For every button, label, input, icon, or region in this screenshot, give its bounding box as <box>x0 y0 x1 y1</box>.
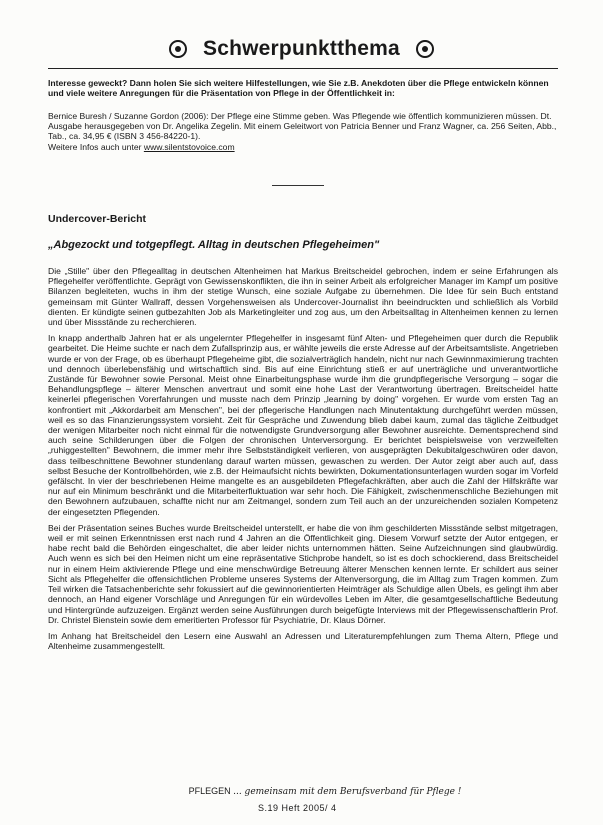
book-reference <box>48 111 558 152</box>
reference-link[interactable]: www.silentstovoice.com <box>143 141 235 152</box>
body-paragraph: Im Anhang hat Breitscheidel den Lesern eine Auswahl an Adressen und Literaturempfehlungen zum Thema Altern, Pflege und Altenheime zusammengestellt. <box>48 630 558 652</box>
intro-text: Interesse geweckt? Dann holen Sie sich weitere Hilfestellungen, wie Sie z.B. Anekdoten über die Pflege entwickeln können und viele weitere Anregungen für die Präsentation von Pflege in der Öffentlichkeit in: <box>48 78 549 99</box>
reference-link-prefix: Weitere Infos auch unter <box>48 141 144 152</box>
reference-link-line <box>48 142 558 152</box>
circle-dot-icon <box>169 40 187 58</box>
footer-slogan: ... gemeinsam mit dem Berufsverband für Pflege ! <box>233 787 462 797</box>
page-title: Schwerpunktthema <box>203 37 400 60</box>
header <box>48 30 555 68</box>
body-paragraph: In knapp anderthalb Jahren hat er als ungelernter Pflegehelfer in insgesamt fünf Alten- und Pflegeheimen quer durch die Republik gearbeitet. Die Heime suchte er nach dem Zufallsprinzip aus, er wählte jeweils die erste Adresse auf der Arbeitsamtsliste. Angetrieben wurde er von der Frage, ob es überhaupt Pflegeheime gibt, die sozialverträglich handeln, nicht nur nach Gewinnmaximierung trachten und dennoch überlebensfähig und wirtschaftlich sind. Bis auf eine Einrichtung stieß er auf unerträgliche und unverantwortliche Zustände für Bewohner sowie Personal. Meist ohne Einarbeitungsphase wurde ihm die grundpflegerische Versorgung – sogar die Behandlungspflege – älterer Menschen anvertraut und somit eine hohe Last der Verantwortung übertragen. Breitscheidel hatte keinerlei pflegerischen Vorerfahrungen und musste nach dem Prinzip „learning by doing" vorgehen. Er wurde vom ersten Tag an konfrontiert mit „Akkordarbeit am Menschen", bei der pflegerische Handlungen nach Minutentaktung durchgeführt werden müssen, weil es so das Finanzierungssystem vorsieht. Zeit für Gespräche und Zuwendung blieb dabei kaum, zumal das tägliche Zeitbudget der wenigen Mitarbeiter noch nicht einmal für die notwendigste Grundversorgung aller Bewohner ausreichte. Dementsprechend sind auch seine Schilderungen über die Folgen der chronischen Unterversorgung. Er berichtet beispielsweise von verzweifelten „ruhiggestellten" Bewohnern, die immer mehr ihre Selbstständigkeit verlieren, von ausgeprägten Dekubitalgeschwüren oder davon, dass teilbeschnittene Bewohner stundenlang darauf warten müssen, gewaschen zu werden. Der Autor zeigt aber auch auf, dass selbst Besuche der Kontrollbehörden, wie z.B. der Heimaufsicht nichts bewirkten, Dokumentationsunterlagen wurden sogar im Vorfeld gefälscht. In vier der beschriebenen Heime mangelte es an ausgebildeten Pflegefachkräften, aber auch die Zahl der Hilfskräfte war nur auf ein Minimum beschränkt und die Mitarbeiterfluktuation war sehr hoch. Die Fähigkeit, zwischenmenschliche Beziehungen mit den Bewohnern aufzubauen, schaffte nicht nur am Zeitmangel, sondern zum Teil auch an der unzureichenden sozialen Kompetenz der eingesetzten Pflegenden. <box>48 333 558 517</box>
article-body <box>48 266 558 657</box>
page-number: S.19 Heft 2005/ 4 <box>258 803 337 813</box>
intro-paragraph <box>48 78 558 98</box>
footer-brand: PFLEGEN <box>188 786 231 796</box>
header-rule <box>48 68 558 69</box>
section-divider <box>272 185 324 186</box>
article-subtitle: „Abgezockt und totgepflegt. Alltag in deutschen Pflegeheimen" <box>48 239 380 251</box>
body-paragraph: Die „Stille" über den Pflegealltag in deutschen Altenheimen hat Markus Breitscheidel gebrochen, indem er seine Erfahrungen als Pflegehelfer veröffentlichte. Geprägt von Gewissenskonflikten, die ihn in seiner Arbeit als erfolgreicher Manager im Kampf um positive Bilanzen begleiteten, wuchs in ihm der stetige Wunsch, eine soziale Aufgabe zu übernehmen. Die Idee für sein Buch entstand gemeinsam mit Günter Wallraff, dessen Vorgehensweisen als Undercover-Journalist ihn beeindruckten und schließlich als Vorbild dienten. Er kündigte seinen gutbezahlten Job als Marketingleiter und zog aus, um den Arbeitsalltag in Altenheimen kennen zu lernen und über Missstände zu recherchieren. <box>48 266 558 328</box>
reference-text: Bernice Buresh / Suzanne Gordon (2006): Der Pflege eine Stimme geben. Was Pflegende wie öffentlich kommunizieren müssen. Dt. Ausgabe herausgegeben von Dr. Angelika Zegelin. Mit einem Geleitwort von Patricia Benner und Franz Wagner, ca. 256 Seiten, Abb., Tab., ca. 34,95 € (ISBN 3 456-84220-1). <box>48 111 557 142</box>
footer <box>175 786 475 797</box>
body-paragraph: Bei der Präsentation seines Buches wurde Breitscheidel unterstellt, er habe die von ihm geschilderten Missstände selbst mitgetragen, weil er mit seinen Erkenntnissen erst nach rund 4 Jahren an die Öffentlichkeit ging. Diesem Vorwurf setzte der Autor entgegen, er habe recht bald die Behörden eingeschaltet, die aber leider nichts unternommen hätten. Seine Aufzeichnungen sind glaubwürdig. Auch wenn es sich bei den Heimen nicht um eine repräsentative Stichprobe handelt, so ist es doch schockierend, dass Breitscheidel nur in einem Heim aktivierende Pflege und eine menschwürdige Betreuung älterer Menschen kennen lernte. Er schildert aus seiner Sicht als Pflegehelfer die offensichtlichen Probleme unseres Systems der Altenversorgung, die im Alltag zum Tragen kommen. Zum Teil wirken die Tatsachenberichte sehr fokussiert auf die gewinnorientierten Heimträger als Schuldige allen Übels, es gelingt ihm aber dennoch, an Hand eigener Vorschläge und Anregungen für ein würdevolles Leben im Alter, die gesamtgesellschaftliche Bedeutung und Hintergründe aufzuzeigen. Ergänzt werden seine Ausführungen durch beigefügte Interviews mit der Pflegewissenschaftlerin Prof. Dr. Christel Bienstein sowie dem emeritierten Professor für Psychiatrie, Dr. Klaus Dörner. <box>48 522 558 625</box>
circle-dot-icon <box>416 40 434 58</box>
section-heading: Undercover-Bericht <box>48 213 147 225</box>
